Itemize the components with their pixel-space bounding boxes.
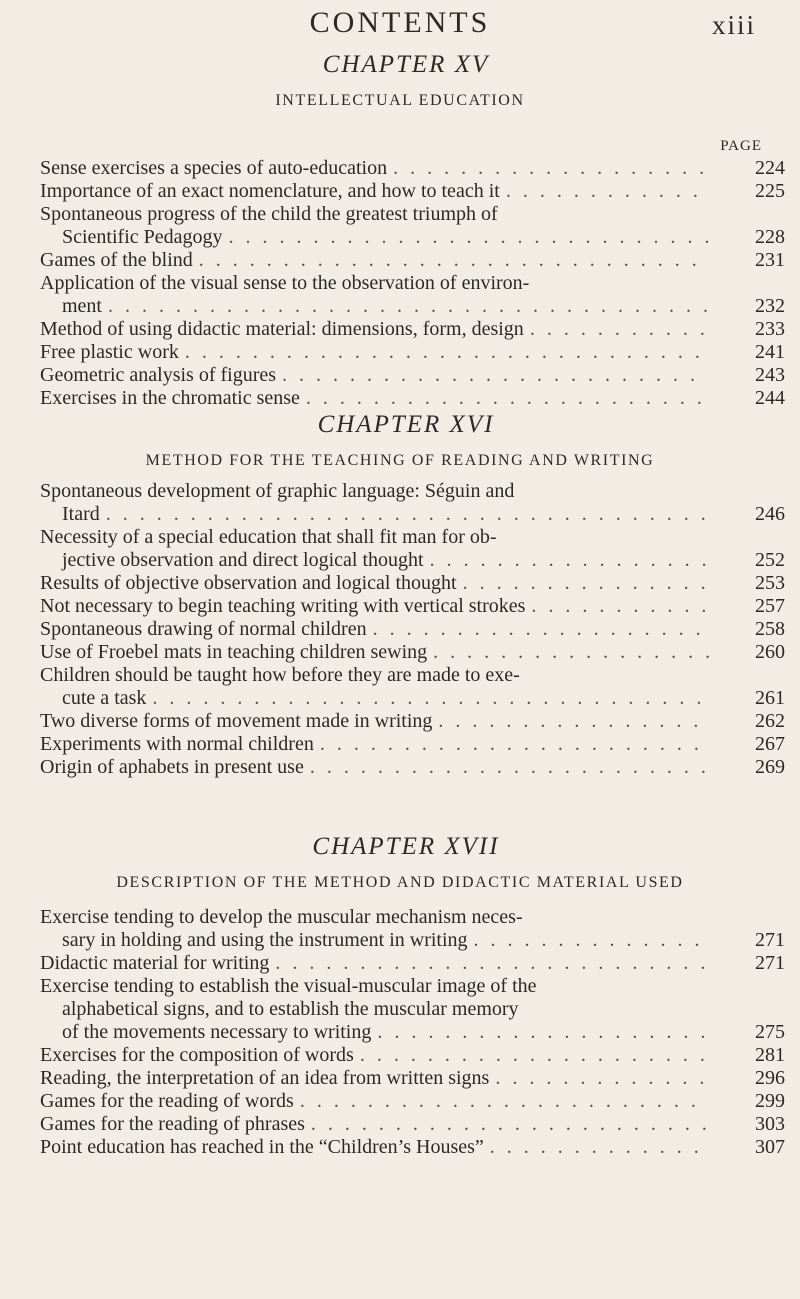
toc-page-number: 232	[755, 295, 785, 317]
toc-entry-text: jective observation and direct logical thought	[62, 549, 424, 571]
toc-entry[interactable]	[40, 341, 785, 364]
toc-entry[interactable]	[40, 906, 785, 952]
toc-entry[interactable]	[40, 572, 785, 595]
toc-entry[interactable]	[40, 618, 785, 641]
chapter-subtitle: DESCRIPTION OF THE METHOD AND DIDACTIC MATERIAL USED	[116, 874, 684, 891]
toc-entry[interactable]	[40, 249, 785, 272]
toc-page-number: 252	[755, 549, 785, 571]
toc-page-number: 267	[755, 733, 785, 755]
toc-page-number: 241	[755, 341, 785, 363]
leader-dots: .................................	[152, 687, 714, 709]
leader-dots: ..............	[473, 929, 712, 951]
toc-entry-text: Importance of an exact nomenclature, and how to teach it	[40, 180, 500, 202]
leader-dots: ....................	[377, 1021, 718, 1043]
toc-page-number: 269	[755, 756, 785, 778]
chapter-xvi-entries	[40, 480, 785, 779]
toc-entry-text: Not necessary to begin teaching writing with vertical strokes	[40, 595, 526, 617]
leader-dots: ...............................	[184, 341, 712, 363]
toc-page-number: 244	[755, 387, 785, 409]
toc-page-number: 260	[755, 641, 785, 663]
leader-dots: ................	[438, 710, 711, 732]
toc-entry-text: Use of Froebel mats in teaching children sewing	[40, 641, 428, 663]
toc-entry-text: Necessity of a special education that shall fit man for ob-	[40, 526, 497, 548]
toc-page-number: 271	[755, 952, 785, 974]
toc-entry[interactable]	[40, 480, 785, 526]
toc-page-number: 224	[755, 157, 785, 179]
toc-entry-text: Results of objective observation and logical thought	[40, 572, 457, 594]
toc-entry-text: Sense exercises a species of auto-education	[40, 157, 388, 179]
toc-entry-text: Origin of aphabets in present use	[40, 756, 304, 778]
leader-dots: ..............................	[198, 249, 709, 271]
leader-dots: ........................	[305, 387, 714, 409]
leader-dots: ...............	[462, 572, 718, 594]
toc-entry[interactable]	[40, 180, 785, 203]
toc-entry[interactable]	[40, 1044, 785, 1067]
leader-dots: ........................	[309, 756, 718, 778]
toc-entry-text: Geometric analysis of figures	[40, 364, 277, 386]
chapter-heading: CHAPTER XV	[322, 51, 490, 78]
toc-page-number: 228	[755, 226, 785, 248]
toc-entry-text: Exercise tending to establish the visual-muscular image of the	[40, 975, 537, 997]
toc-page-number: 231	[755, 249, 785, 271]
toc-entry-text: Children should be taught how before they are made to exe-	[40, 664, 520, 686]
leader-dots: .............................	[228, 226, 722, 248]
leader-dots: .......................	[319, 733, 711, 755]
toc-entry[interactable]	[40, 1113, 785, 1136]
toc-entry-text: ment	[62, 295, 102, 317]
leader-dots: ...................	[393, 157, 717, 179]
toc-page-number: 281	[755, 1044, 785, 1066]
chapter-xvi-header	[0, 410, 800, 472]
chapter-heading: CHAPTER XVI	[317, 411, 495, 438]
toc-entry[interactable]	[40, 595, 785, 618]
leader-dots: .........................	[282, 364, 708, 386]
toc-page-number: 261	[755, 687, 785, 709]
toc-entry-text: Didactic material for writing	[40, 952, 270, 974]
toc-entry-text: sary in holding and using the instrument in writing	[62, 929, 468, 951]
leader-dots: ..........................	[275, 952, 718, 974]
toc-entry-text: of the movements necessary to writing	[62, 1021, 372, 1043]
toc-entry[interactable]	[40, 952, 785, 975]
toc-entry-text: Itard	[62, 503, 100, 525]
toc-entry[interactable]	[40, 664, 785, 710]
toc-entry-text: Point education has reached in the “Children’s Houses”	[40, 1136, 484, 1158]
toc-page-number: 233	[755, 318, 785, 340]
page-column-label: PAGE	[720, 138, 762, 154]
leader-dots: ....................	[372, 618, 713, 640]
toc-page-number: 257	[755, 595, 785, 617]
toc-entry-text: alphabetical signs, and to establish the muscular memory	[62, 998, 519, 1020]
toc-page-number: 262	[755, 710, 785, 732]
running-head	[0, 6, 800, 46]
toc-entry[interactable]	[40, 733, 785, 756]
toc-entry-text: Reading, the interpretation of an idea from written signs	[40, 1067, 490, 1089]
page-number: xiii	[711, 10, 756, 40]
chapter-heading: CHAPTER XVII	[312, 833, 500, 860]
toc-page-number: 307	[755, 1136, 785, 1158]
chapter-xv-entries	[40, 157, 785, 410]
toc-entry-text: Spontaneous progress of the child the greatest triumph of	[40, 203, 498, 225]
toc-page-number: 246	[755, 503, 785, 525]
toc-entry-text: cute a task	[62, 687, 147, 709]
leader-dots: ....................................	[108, 295, 720, 317]
running-title: CONTENTS	[309, 6, 491, 39]
toc-entry-text: Spontaneous drawing of normal children	[40, 618, 367, 640]
toc-entry[interactable]	[40, 710, 785, 733]
toc-page-number: 299	[755, 1090, 785, 1112]
leader-dots: ...........	[531, 595, 719, 617]
leader-dots: ....................................	[105, 503, 718, 525]
toc-entry-text: Exercises in the chromatic sense	[40, 387, 300, 409]
toc-entry[interactable]	[40, 364, 785, 387]
toc-entry-text: Method of using didactic material: dimensions, form, design	[40, 318, 524, 340]
chapter-xvii-entries	[40, 906, 785, 1159]
chapter-subtitle: METHOD FOR THE TEACHING OF READING AND WRITING	[145, 452, 655, 469]
leader-dots: .................	[429, 549, 719, 571]
toc-entry-text: Exercise tending to develop the muscular mechanism neces-	[40, 906, 523, 928]
toc-entry-text: Experiments with normal children	[40, 733, 314, 755]
leader-dots: .....................	[359, 1044, 717, 1066]
toc-entry[interactable]	[40, 1090, 785, 1113]
toc-entry[interactable]	[40, 756, 785, 779]
toc-page-number: 258	[755, 618, 785, 640]
toc-page-number: 303	[755, 1113, 785, 1135]
toc-entry-text: Games for the reading of phrases	[40, 1113, 305, 1135]
toc-entry[interactable]	[40, 1136, 785, 1159]
leader-dots: ............	[505, 180, 710, 202]
toc-entry-text: Exercises for the composition of words	[40, 1044, 354, 1066]
leader-dots: ...........	[529, 318, 717, 340]
toc-entry[interactable]	[40, 1067, 785, 1090]
toc-page-number: 271	[755, 929, 785, 951]
toc-entry-text: Games for the reading of words	[40, 1090, 294, 1112]
toc-entry-text: Application of the visual sense to the observation of environ-	[40, 272, 530, 294]
toc-entry[interactable]	[40, 641, 785, 664]
toc-entry-text: Two diverse forms of movement made in writing	[40, 710, 433, 732]
toc-page-number: 253	[755, 572, 785, 594]
chapter-xvii-header	[0, 832, 800, 894]
toc-entry[interactable]	[40, 526, 785, 572]
toc-page-number: 225	[755, 180, 785, 202]
toc-page-number: 296	[755, 1067, 785, 1089]
chapter-xv-header	[0, 50, 800, 112]
toc-entry[interactable]	[40, 975, 785, 1044]
toc-entry[interactable]	[40, 272, 785, 318]
leader-dots: ........................	[310, 1113, 719, 1135]
leader-dots: .................	[433, 641, 723, 663]
leader-dots: .............	[489, 1136, 711, 1158]
chapter-subtitle: INTELLECTUAL EDUCATION	[275, 92, 525, 109]
toc-entry[interactable]	[40, 387, 785, 410]
toc-page-number: 275	[755, 1021, 785, 1043]
toc-entry-text: Spontaneous development of graphic language: Séguin and	[40, 480, 515, 502]
toc-entry[interactable]	[40, 318, 785, 341]
toc-entry[interactable]	[40, 157, 785, 180]
leader-dots: ........................	[299, 1090, 708, 1112]
toc-entry-text: Games of the blind	[40, 249, 193, 271]
toc-entry[interactable]	[40, 203, 785, 249]
toc-page-number: 243	[755, 364, 785, 386]
leader-dots: .............	[495, 1067, 717, 1089]
toc-entry-text: Free plastic work	[40, 341, 179, 363]
toc-entry-text: Scientific Pedagogy	[62, 226, 223, 248]
